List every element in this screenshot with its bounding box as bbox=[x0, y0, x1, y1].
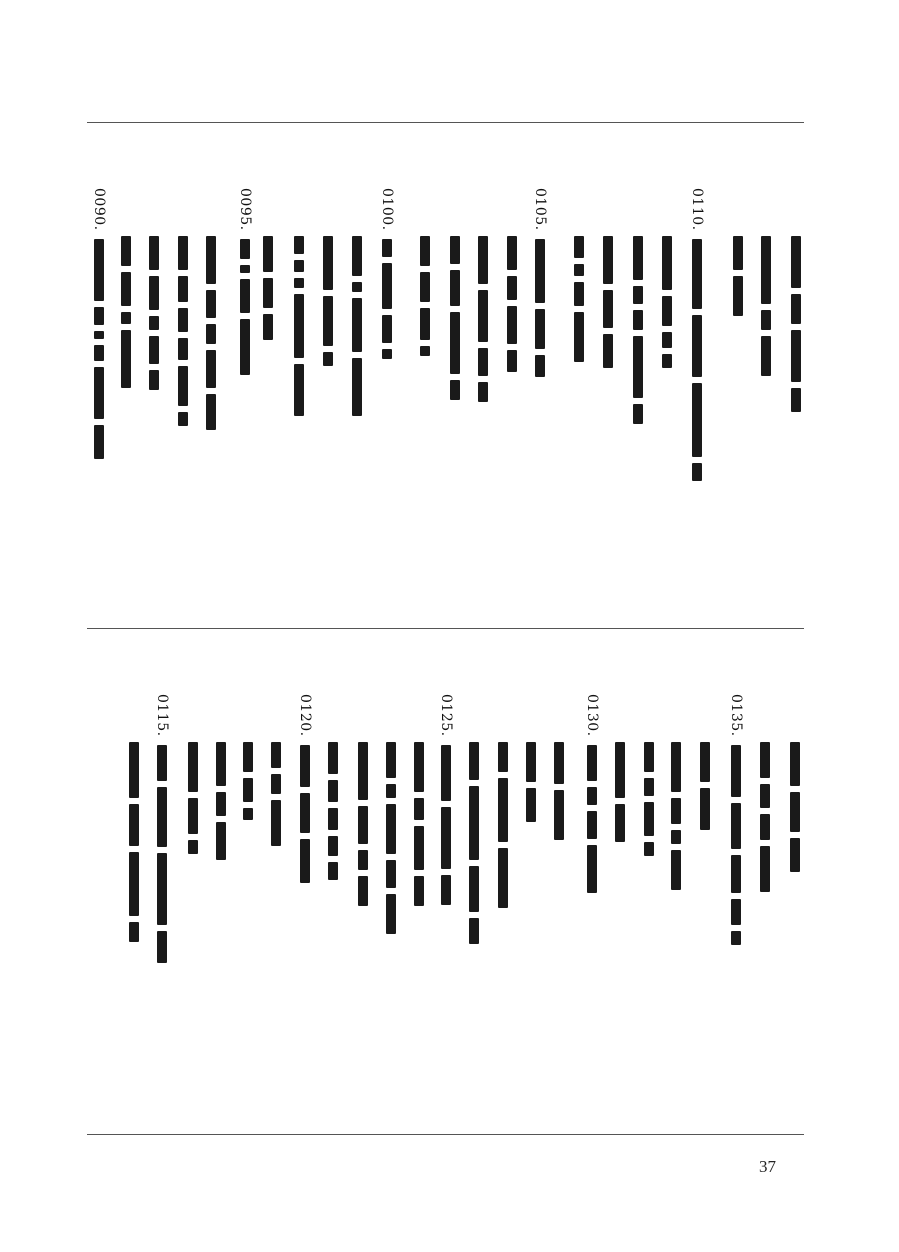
top-panel-line bbox=[238, 188, 252, 381]
mongolian-script-text bbox=[505, 236, 519, 378]
verse-number: 0115. bbox=[154, 694, 170, 737]
top-panel-line bbox=[204, 188, 218, 436]
script-word bbox=[554, 790, 564, 840]
mongolian-script-text bbox=[729, 745, 743, 951]
mongolian-script-text bbox=[127, 742, 141, 948]
mongolian-script-text bbox=[759, 236, 773, 382]
script-word bbox=[294, 294, 304, 358]
script-word bbox=[615, 804, 625, 842]
script-word bbox=[323, 352, 333, 366]
verse-number: 0110. bbox=[689, 188, 705, 231]
top-panel-line bbox=[292, 188, 306, 422]
script-word bbox=[761, 336, 771, 376]
bottom-panel-line bbox=[788, 694, 802, 878]
script-word bbox=[206, 394, 216, 430]
script-word bbox=[790, 792, 800, 832]
mongolian-script-text bbox=[758, 742, 772, 898]
script-word bbox=[206, 350, 216, 388]
top-panel-line bbox=[321, 188, 335, 372]
script-word bbox=[178, 236, 188, 270]
top-panel-line bbox=[731, 188, 745, 322]
script-word bbox=[352, 282, 362, 292]
bottom-panel-line bbox=[669, 694, 683, 896]
top-panel-line bbox=[418, 188, 432, 362]
script-word bbox=[498, 778, 508, 842]
bottom-panel-line bbox=[298, 694, 312, 889]
script-word bbox=[206, 236, 216, 284]
top-panel-line bbox=[176, 188, 190, 432]
script-word bbox=[300, 745, 310, 787]
mongolian-script-text bbox=[418, 236, 432, 362]
script-word bbox=[760, 846, 770, 892]
bottom-panel-line bbox=[585, 694, 599, 899]
top-panel-line bbox=[92, 188, 106, 465]
script-word bbox=[271, 800, 281, 846]
mongolian-script-text bbox=[467, 742, 481, 950]
script-word bbox=[760, 742, 770, 778]
bottom-divider bbox=[87, 1134, 804, 1135]
script-word bbox=[414, 876, 424, 906]
script-word bbox=[240, 319, 250, 375]
script-word bbox=[129, 852, 139, 916]
script-word bbox=[507, 350, 517, 372]
script-word bbox=[731, 899, 741, 925]
script-word bbox=[129, 742, 139, 798]
script-word bbox=[94, 425, 104, 459]
script-word bbox=[692, 315, 702, 377]
bottom-panel-line bbox=[269, 694, 283, 852]
mongolian-script-text bbox=[269, 742, 283, 852]
bottom-panel-line bbox=[698, 694, 712, 836]
mongolian-script-text bbox=[326, 742, 340, 886]
script-word bbox=[263, 278, 273, 308]
script-word bbox=[328, 862, 338, 880]
script-word bbox=[700, 742, 710, 782]
top-panel-line bbox=[261, 188, 275, 346]
script-word bbox=[352, 236, 362, 276]
mongolian-script-text bbox=[241, 742, 255, 826]
bottom-panel-line bbox=[356, 694, 370, 912]
script-word bbox=[352, 358, 362, 416]
script-word bbox=[671, 850, 681, 890]
mongolian-script-text bbox=[476, 236, 490, 408]
top-panel-line bbox=[690, 188, 704, 487]
script-word bbox=[587, 787, 597, 805]
script-word bbox=[386, 784, 396, 798]
script-word bbox=[243, 742, 253, 772]
script-word bbox=[469, 742, 479, 780]
script-word bbox=[420, 236, 430, 266]
mongolian-script-text bbox=[631, 236, 645, 430]
script-word bbox=[603, 236, 613, 284]
bottom-panel-line bbox=[241, 694, 255, 826]
top-panel-line bbox=[147, 188, 161, 396]
script-word bbox=[478, 382, 488, 402]
top-panel-line bbox=[476, 188, 490, 408]
mongolian-script-text bbox=[356, 742, 370, 912]
script-word bbox=[644, 778, 654, 796]
mongolian-script-text bbox=[204, 236, 218, 436]
mongolian-script-text bbox=[412, 742, 426, 912]
script-word bbox=[271, 774, 281, 794]
script-word bbox=[644, 842, 654, 856]
script-word bbox=[469, 866, 479, 912]
bottom-panel-line bbox=[552, 694, 566, 846]
mongolian-script-text bbox=[690, 239, 704, 487]
script-word bbox=[157, 931, 167, 963]
script-word bbox=[526, 742, 536, 782]
mongolian-script-text bbox=[321, 236, 335, 372]
verse-number: 0135. bbox=[728, 694, 744, 737]
script-word bbox=[700, 788, 710, 830]
mongolian-script-text bbox=[698, 742, 712, 836]
mongolian-script-text bbox=[448, 236, 462, 406]
script-word bbox=[574, 264, 584, 276]
script-word bbox=[149, 316, 159, 330]
script-word bbox=[358, 742, 368, 800]
script-word bbox=[760, 784, 770, 808]
mongolian-script-text bbox=[552, 742, 566, 846]
script-word bbox=[498, 742, 508, 772]
script-word bbox=[263, 314, 273, 340]
script-word bbox=[300, 793, 310, 833]
script-word bbox=[243, 808, 253, 820]
script-word bbox=[386, 804, 396, 854]
mongolian-script-text bbox=[119, 236, 133, 394]
script-word bbox=[791, 330, 801, 382]
bottom-panel-line bbox=[467, 694, 481, 950]
script-word bbox=[178, 366, 188, 406]
mongolian-script-text bbox=[789, 236, 803, 418]
mongolian-script-text bbox=[155, 745, 169, 969]
script-word bbox=[149, 276, 159, 310]
mongolian-script-text bbox=[186, 742, 200, 860]
script-word bbox=[420, 346, 430, 356]
script-word bbox=[328, 808, 338, 830]
script-word bbox=[149, 370, 159, 390]
script-word bbox=[615, 742, 625, 798]
script-word bbox=[450, 270, 460, 306]
script-word bbox=[478, 290, 488, 342]
script-word bbox=[791, 294, 801, 324]
script-word bbox=[761, 236, 771, 304]
script-word bbox=[323, 236, 333, 290]
bottom-panel-line bbox=[758, 694, 772, 898]
script-word bbox=[671, 830, 681, 844]
top-panel-line bbox=[759, 188, 773, 382]
script-word bbox=[94, 331, 104, 339]
script-word bbox=[121, 236, 131, 266]
script-word bbox=[240, 265, 250, 273]
verse-number: 0095. bbox=[237, 188, 253, 231]
script-word bbox=[178, 308, 188, 332]
script-word bbox=[450, 236, 460, 264]
script-word bbox=[294, 260, 304, 272]
script-word bbox=[507, 306, 517, 344]
script-word bbox=[206, 290, 216, 318]
script-word bbox=[507, 276, 517, 300]
bottom-panel-line bbox=[496, 694, 510, 914]
script-word bbox=[662, 296, 672, 326]
bottom-panel-line bbox=[127, 694, 141, 948]
middle-divider bbox=[87, 628, 804, 629]
script-word bbox=[662, 332, 672, 348]
script-word bbox=[188, 798, 198, 834]
script-word bbox=[574, 282, 584, 306]
script-word bbox=[535, 239, 545, 303]
top-panel-line bbox=[660, 188, 674, 374]
script-word bbox=[240, 239, 250, 259]
script-word bbox=[731, 745, 741, 797]
mongolian-script-text bbox=[788, 742, 802, 878]
mongolian-script-text bbox=[585, 745, 599, 899]
mongolian-script-text bbox=[613, 742, 627, 848]
mongolian-script-text bbox=[214, 742, 228, 866]
mongolian-script-text bbox=[731, 236, 745, 322]
script-word bbox=[94, 345, 104, 361]
script-word bbox=[129, 922, 139, 942]
script-word bbox=[662, 354, 672, 368]
top-panel-line bbox=[572, 188, 586, 368]
script-word bbox=[507, 236, 517, 270]
top-panel-line bbox=[119, 188, 133, 394]
verse-number: 0120. bbox=[297, 694, 313, 737]
mongolian-script-text bbox=[524, 742, 538, 828]
script-word bbox=[633, 236, 643, 280]
script-word bbox=[760, 814, 770, 840]
bottom-panel-line bbox=[642, 694, 656, 862]
script-word bbox=[157, 787, 167, 847]
verse-number: 0130. bbox=[584, 694, 600, 737]
script-word bbox=[414, 798, 424, 820]
script-word bbox=[633, 310, 643, 330]
script-word bbox=[692, 239, 702, 309]
top-divider bbox=[87, 122, 804, 123]
script-word bbox=[790, 742, 800, 786]
script-word bbox=[692, 383, 702, 457]
top-panel-line bbox=[350, 188, 364, 422]
script-word bbox=[188, 840, 198, 854]
script-word bbox=[535, 355, 545, 377]
script-word bbox=[386, 860, 396, 888]
mongolian-script-text bbox=[439, 745, 453, 911]
script-word bbox=[526, 788, 536, 822]
script-word bbox=[149, 236, 159, 270]
top-panel-line bbox=[789, 188, 803, 418]
script-word bbox=[441, 807, 451, 869]
mongolian-script-text bbox=[92, 239, 106, 465]
script-word bbox=[386, 894, 396, 934]
script-word bbox=[121, 312, 131, 324]
top-panel-line bbox=[380, 188, 394, 365]
script-word bbox=[94, 307, 104, 325]
script-word bbox=[178, 412, 188, 426]
script-word bbox=[478, 348, 488, 376]
script-word bbox=[761, 310, 771, 330]
bottom-panel-line bbox=[439, 694, 453, 911]
script-word bbox=[358, 876, 368, 906]
mongolian-script-text bbox=[384, 742, 398, 940]
bottom-panel-line bbox=[412, 694, 426, 912]
script-word bbox=[603, 290, 613, 328]
script-word bbox=[328, 780, 338, 802]
mongolian-script-text bbox=[350, 236, 364, 422]
mongolian-script-text bbox=[533, 239, 547, 383]
page-number: 37 bbox=[759, 1157, 776, 1176]
script-word bbox=[94, 367, 104, 419]
script-word bbox=[671, 798, 681, 824]
script-word bbox=[94, 239, 104, 301]
script-word bbox=[382, 315, 392, 343]
script-word bbox=[644, 742, 654, 772]
script-word bbox=[671, 742, 681, 792]
script-word bbox=[271, 742, 281, 768]
mongolian-script-text bbox=[642, 742, 656, 862]
mongolian-script-text bbox=[261, 236, 275, 346]
bottom-panel-line bbox=[326, 694, 340, 886]
top-panel-line bbox=[505, 188, 519, 378]
verse-number: 0125. bbox=[438, 694, 454, 737]
script-word bbox=[469, 918, 479, 944]
bottom-panel-line bbox=[186, 694, 200, 860]
mongolian-script-text bbox=[601, 236, 615, 374]
script-word bbox=[450, 380, 460, 400]
script-word bbox=[216, 792, 226, 816]
top-panel-line bbox=[533, 188, 547, 383]
script-word bbox=[358, 850, 368, 870]
script-word bbox=[587, 811, 597, 839]
script-word bbox=[733, 236, 743, 270]
script-word bbox=[328, 742, 338, 774]
script-word bbox=[386, 742, 396, 778]
script-word bbox=[382, 263, 392, 309]
bottom-panel-line bbox=[613, 694, 627, 848]
mongolian-script-text bbox=[660, 236, 674, 374]
script-word bbox=[121, 272, 131, 306]
script-word bbox=[790, 838, 800, 872]
mongolian-script-text bbox=[572, 236, 586, 368]
script-word bbox=[644, 802, 654, 836]
script-word bbox=[633, 286, 643, 304]
script-word bbox=[633, 404, 643, 424]
bottom-panel-line bbox=[384, 694, 398, 940]
script-word bbox=[791, 388, 801, 412]
script-word bbox=[352, 298, 362, 352]
mongolian-script-text bbox=[496, 742, 510, 914]
top-panel-line bbox=[448, 188, 462, 406]
mongolian-script-text bbox=[669, 742, 683, 896]
script-word bbox=[294, 364, 304, 416]
script-word bbox=[574, 236, 584, 258]
bottom-panel-line bbox=[524, 694, 538, 828]
script-word bbox=[300, 839, 310, 883]
script-word bbox=[240, 279, 250, 313]
script-word bbox=[382, 239, 392, 257]
mongolian-script-text bbox=[147, 236, 161, 396]
script-word bbox=[216, 742, 226, 786]
script-word bbox=[587, 845, 597, 893]
mongolian-script-text bbox=[292, 236, 306, 422]
script-word bbox=[420, 308, 430, 340]
script-word bbox=[323, 296, 333, 346]
script-word bbox=[121, 330, 131, 388]
script-word bbox=[450, 312, 460, 374]
script-word bbox=[731, 931, 741, 945]
script-word bbox=[633, 336, 643, 398]
script-word bbox=[603, 334, 613, 368]
script-word bbox=[478, 236, 488, 284]
script-word bbox=[692, 463, 702, 481]
bottom-panel-line bbox=[729, 694, 743, 951]
script-word bbox=[188, 742, 198, 792]
script-word bbox=[733, 276, 743, 316]
top-panel-line bbox=[631, 188, 645, 430]
script-word bbox=[731, 803, 741, 849]
mongolian-script-text bbox=[176, 236, 190, 432]
script-word bbox=[129, 804, 139, 846]
script-word bbox=[574, 312, 584, 362]
script-word bbox=[420, 272, 430, 302]
script-word bbox=[178, 338, 188, 360]
script-word bbox=[178, 276, 188, 302]
script-word bbox=[731, 855, 741, 893]
script-word bbox=[294, 278, 304, 288]
script-word bbox=[157, 745, 167, 781]
script-word bbox=[791, 236, 801, 288]
script-word bbox=[216, 822, 226, 860]
script-word bbox=[469, 786, 479, 860]
script-word bbox=[662, 236, 672, 290]
script-word bbox=[498, 848, 508, 908]
script-word bbox=[414, 742, 424, 792]
script-word bbox=[263, 236, 273, 272]
script-word bbox=[149, 336, 159, 364]
script-word bbox=[157, 853, 167, 925]
top-panel-line bbox=[601, 188, 615, 374]
mongolian-script-text bbox=[298, 745, 312, 889]
script-word bbox=[206, 324, 216, 344]
script-word bbox=[382, 349, 392, 359]
script-word bbox=[535, 309, 545, 349]
script-word bbox=[294, 236, 304, 254]
script-word bbox=[587, 745, 597, 781]
script-word bbox=[243, 778, 253, 802]
verse-number: 0100. bbox=[379, 188, 395, 231]
mongolian-script-text bbox=[238, 239, 252, 381]
script-word bbox=[358, 806, 368, 844]
verse-number: 0090. bbox=[91, 188, 107, 231]
script-word bbox=[328, 836, 338, 856]
script-word bbox=[554, 742, 564, 784]
bottom-panel-line bbox=[155, 694, 169, 969]
mongolian-script-text bbox=[380, 239, 394, 365]
bottom-panel-line bbox=[214, 694, 228, 866]
verse-number: 0105. bbox=[532, 188, 548, 231]
script-word bbox=[414, 826, 424, 870]
script-word bbox=[441, 745, 451, 801]
script-word bbox=[441, 875, 451, 905]
